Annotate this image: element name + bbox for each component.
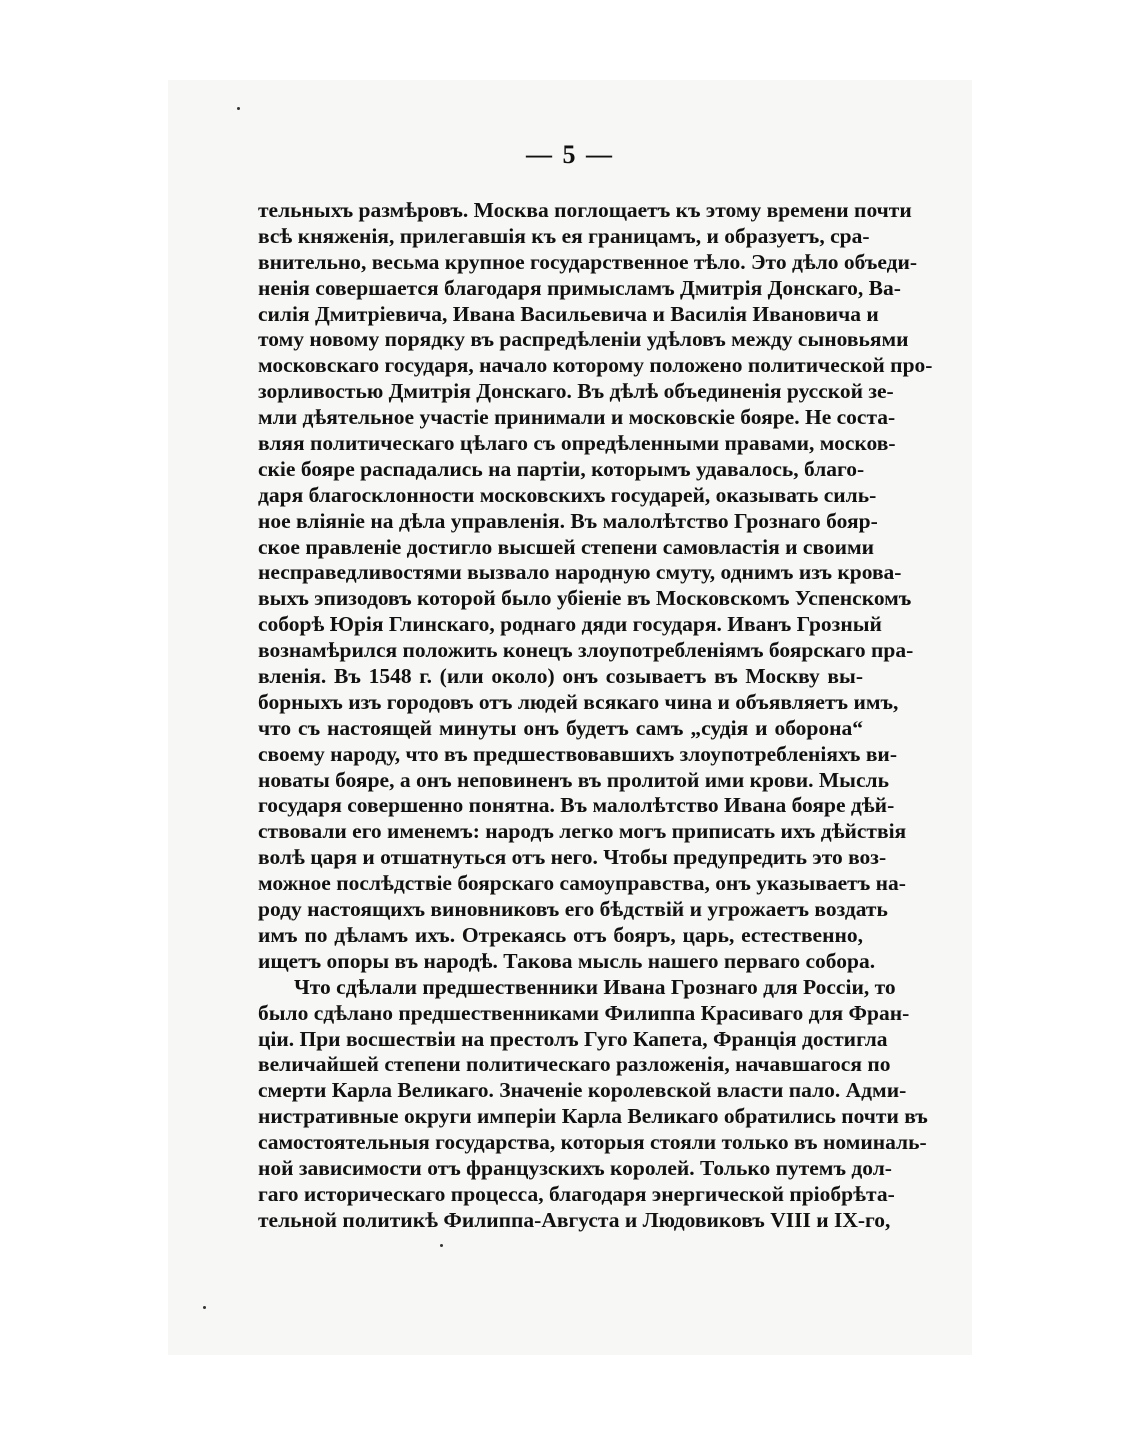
- scan-speck: [203, 1306, 206, 1309]
- text-line: внительно, весьма крупное государственное тѣло. Это дѣло объеди-: [258, 249, 918, 274]
- scan-speck: [237, 107, 240, 110]
- text-line: вленія. Въ 1548 г. (или около) онъ созываетъ въ Москву вы-: [258, 664, 863, 689]
- text-line: зорливостью Дмитрія Донскаго. Въ дѣлѣ объединенія русской зе-: [258, 379, 894, 404]
- text-line: ненія совершается благодаря примысламъ Дмитрія Донскаго, Ва-: [258, 275, 901, 300]
- text-line: Что сдѣлали предшественники Ивана Грознаго для Россіи, то: [294, 974, 896, 999]
- text-line: ное вліяніе на дѣла управленія. Въ малолѣтство Грознаго бояр-: [258, 508, 878, 533]
- text-line: смерти Карла Великаго. Значеніе королевской власти пало. Адми-: [258, 1078, 907, 1103]
- text-line: московскаго государя, начало которому положено политической про-: [258, 353, 933, 378]
- text-line: своему народу, что въ предшествовавшихъ злоупотребленіяхъ ви-: [258, 741, 897, 766]
- text-line: мли дѣятельное участіе принимали и московскіе бояре. Не соста-: [258, 405, 896, 430]
- text-line: было сдѣлано предшественниками Филиппа Красиваго для Фран-: [258, 1000, 910, 1025]
- text-line: даря благосклонности московскихъ государей, оказывать силь-: [258, 482, 877, 507]
- text-line: ищетъ опоры въ народѣ. Такова мысль нашего перваго собора.: [258, 948, 876, 973]
- text-line: что съ настоящей минуты онъ будетъ самъ „судія и оборона“: [258, 715, 863, 740]
- text-line: ной зависимости отъ французскихъ королей. Только путемъ дол-: [258, 1155, 892, 1180]
- text-line: государя совершенно понятна. Въ малолѣтство Ивана бояре дѣй-: [258, 793, 895, 818]
- text-line: несправедливостями вызвало народную смуту, однимъ изъ крова-: [258, 560, 902, 585]
- scan-speck: [440, 1244, 443, 1247]
- text-line: борныхъ изъ городовъ отъ людей всякаго чина и объявляетъ имъ,: [258, 689, 899, 714]
- text-line: волѣ царя и отшатнуться отъ него. Чтобы предупредить это воз-: [258, 845, 887, 870]
- text-line: самостоятельныя государства, которыя стояли только въ номиналь-: [258, 1130, 927, 1155]
- text-line: всѣ княженія, прилегавшія къ ея границамъ, и образуетъ, сра-: [258, 223, 870, 248]
- text-line: имъ по дѣламъ ихъ. Отрекаясь отъ бояръ, царь, естественно,: [258, 922, 863, 947]
- text-line: роду настоящихъ виновниковъ его бѣдствій и угрожаетъ воздать: [258, 897, 888, 922]
- text-line: величайшей степени политическаго разложенія, начавшагося по: [258, 1052, 891, 1077]
- text-line: новаты бояре, а онъ неповиненъ въ пролитой ими крови. Мысль: [258, 767, 889, 792]
- text-line: ское правленіе достигло высшей степени самовластія и своими: [258, 534, 875, 559]
- page-number: — 5 —: [526, 140, 614, 169]
- text-line: силія Дмитріевича, Ивана Васильевича и Василія Ивановича и: [258, 301, 879, 326]
- text-line: соборѣ Юрія Глинскаго, роднаго дяди государя. Иванъ Грозный: [258, 612, 882, 637]
- text-line: вляя политическаго цѣлаго съ опредѣленными правами, москов-: [258, 431, 896, 456]
- text-line: выхъ эпизодовъ которой было убіеніе въ Московскомъ Успенскомъ: [258, 586, 912, 611]
- text-line: скіе бояре распадались на партіи, которымъ удавалось, благо-: [258, 456, 865, 481]
- text-line: ціи. При восшествіи на престолъ Гуго Капета, Франція достигла: [258, 1026, 888, 1051]
- text-line: тому новому порядку въ распредѣленіи удѣловъ между сыновьями: [258, 327, 909, 352]
- text-line: нистративные округи имперіи Карла Великаго обратились почти въ: [258, 1104, 928, 1129]
- text-line: гаго историческаго процесса, благодаря энергической пріобрѣта-: [258, 1181, 895, 1206]
- text-line: тельной политикѣ Филиппа-Августа и Людовиковъ VIII и IX-го,: [258, 1207, 891, 1232]
- text-line: тельныхъ размѣровъ. Москва поглощаетъ къ этому времени почти: [258, 198, 912, 222]
- text-line: ствовали его именемъ: народъ легко могъ приписать ихъ дѣйствія: [258, 819, 907, 844]
- text-line: вознамѣрился положить конецъ злоупотребленіямъ боярскаго пра-: [258, 638, 914, 663]
- text-line: можное послѣдствіе боярскаго самоуправства, онъ указываетъ на-: [258, 871, 906, 896]
- body-text: [258, 198, 933, 1234]
